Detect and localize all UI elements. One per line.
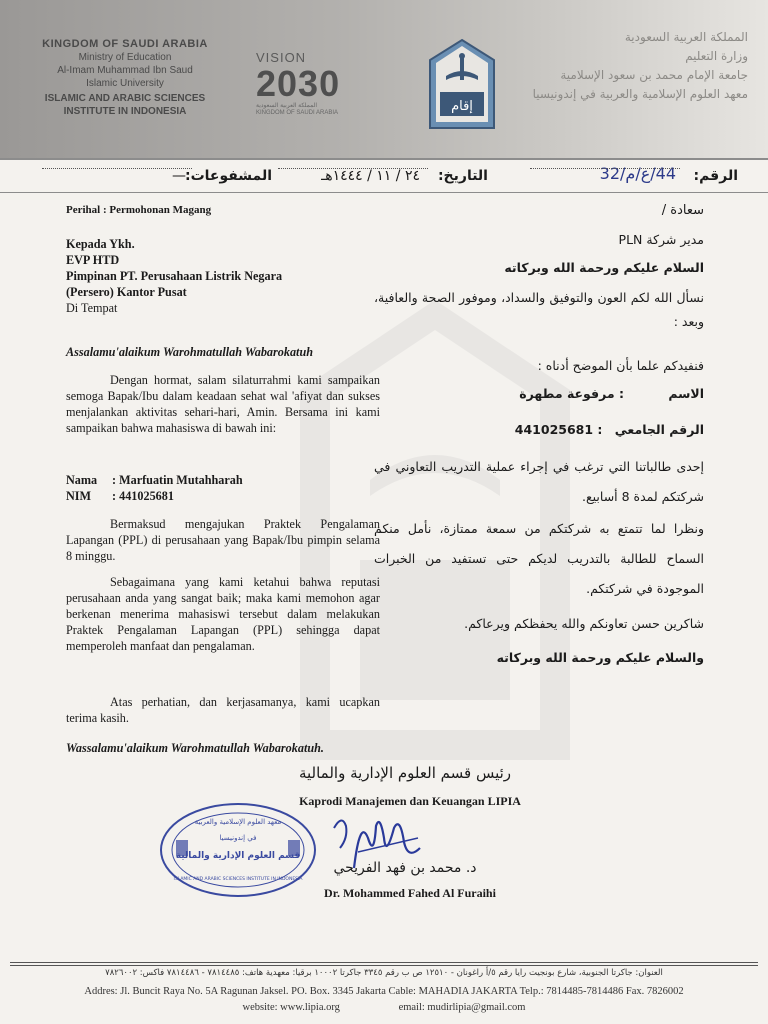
ar-name-label: الاسم xyxy=(668,386,704,401)
footer-divider-top-2 xyxy=(10,965,758,966)
institute-line-1: ISLAMIC AND ARABIC SCIENCES xyxy=(44,93,206,104)
ar-recipient: مدير شركة PLN xyxy=(618,232,704,247)
ar-closing-greeting: والسلام عليكم ورحمة الله وبركاته xyxy=(496,650,704,665)
name-value: : Marfuatin Mutahharah xyxy=(112,473,243,487)
signatory-name-ar: د. محمد بن فهد الفريحي xyxy=(333,860,477,876)
vision-2030-logo xyxy=(256,50,386,130)
vision-title: VISION xyxy=(256,50,307,65)
attachments-label: المشفوعات: xyxy=(184,168,272,184)
subject-line: Perihal : Permohonan Magang xyxy=(66,204,212,216)
footer-address-ar: العنوان: جاكرتا الجنوبية، شارع بونجيت رايا رقم ٥/أ راغونان - ١٢٥١٠ ص ب رقم ٣٣٤٥ جاكرتا ١٠٠٠٢ برقيا: معهدية هاتف: ٧٨١٤٤٨٥ - ٧٨١٤٤٨٦ فاكس: ٧٨٢٦٠٠٢ xyxy=(105,968,663,978)
name-label: Nama xyxy=(66,473,98,487)
date-value: ٢٤ / ١١ / ١٤٤٤هـ xyxy=(321,168,420,184)
signatory-title: Kaprodi Manajemen dan Keuangan LIPIA xyxy=(299,794,521,808)
stamp-bottom-text: ISLAMIC AND ARABIC SCIENCES INSTITUTE IN INDONESIA xyxy=(173,877,303,882)
date-label: التاريخ: xyxy=(437,168,488,184)
footer-website: website: www.lipia.org xyxy=(242,1002,340,1013)
official-stamp-icon xyxy=(158,800,318,900)
letterhead-arabic xyxy=(508,28,748,104)
attachments-value: — xyxy=(172,168,186,184)
paragraph-purpose: Bermaksud mengajukan Praktek Pengalaman Lapangan (PPL) di perusahaan yang Bapak/Ibu pimpin selama 8 minggu. xyxy=(66,517,380,563)
paragraph-intro: Dengan hormat, salam silaturrahmi kami sampaikan semoga Bapak/Ibu dalam keadaan sehat wal 'afiyat dan sukses menjalankan aktivitas sehari-hari, Amin. Bersama ini kami sampaikan bahwa mahasiswa di bawah ini: xyxy=(66,373,380,435)
header-divider xyxy=(0,158,768,160)
address-line: EVP HTD xyxy=(66,253,120,267)
ar-name-value: : مرفوعة مطهرة xyxy=(519,386,624,401)
institute-line-2: INSTITUTE IN INDONESIA xyxy=(63,106,187,117)
ar-student-nim-row xyxy=(374,418,704,442)
stamp-dept-text: قسم العلوم الإدارية والمالية xyxy=(175,851,301,861)
number-value: 44/ع/م/32 xyxy=(599,164,676,183)
date-dots xyxy=(278,168,428,169)
ar-nim-value: : 441025681 xyxy=(514,422,603,437)
ar-opening-greeting: السلام عليكم ورحمة الله وبركاته xyxy=(504,260,704,275)
address-line: Di Tempat xyxy=(66,301,118,315)
address-line: Kepada Ykh. xyxy=(66,237,135,251)
ar-paragraph-intro: نسأل الله لكم العون والتوفيق والسداد، وموفور الصحة والعافية، وبعد : xyxy=(374,290,704,329)
letterhead-english xyxy=(14,38,236,118)
reference-row xyxy=(0,162,768,190)
signatory-name: Dr. Mohammed Fahed Al Furaihi xyxy=(324,886,496,900)
stamp-top-text: معهد العلوم الإسلامية والعربية xyxy=(194,818,282,826)
address-line: (Persero) Kantor Pusat xyxy=(66,285,187,299)
university-line-1: Al-Imam Muhammad Ibn Saud xyxy=(57,65,193,76)
nim-label: NIM xyxy=(66,489,92,503)
ar-salutation: سعادة / xyxy=(661,203,704,218)
stamp-mid-text: في إندونيسيا xyxy=(219,834,257,842)
vision-year: 2030 xyxy=(256,63,341,104)
ar-paragraph-notice: فنفيدكم علما بأن الموضح أدناه : xyxy=(537,358,704,373)
nim-value: : 441025681 xyxy=(112,489,174,503)
reference-divider xyxy=(0,192,768,193)
student-nim-row xyxy=(66,488,380,504)
ar-institute-line: معهد العلوم الإسلامية والعربية في إندونيسيا xyxy=(532,87,748,101)
vision-sub-en: KINGDOM OF SAUDI ARABIA xyxy=(256,110,339,116)
emblem-text: إقام xyxy=(451,99,473,114)
vision-sub-ar: المملكة العربية السعودية xyxy=(256,103,318,109)
signatory-title-ar: رئيس قسم العلوم الإدارية والمالية xyxy=(298,764,512,782)
number-label: الرقم: xyxy=(693,168,738,184)
student-identity xyxy=(66,472,380,504)
paragraph-thanks: Atas perhatian, dan kerjasamanya, kami ucapkan terima kasih. xyxy=(66,695,380,725)
kingdom-line: KINGDOM OF SAUDI ARABIA xyxy=(42,38,208,50)
footer-email: email: mudirlipia@gmail.com xyxy=(398,1002,526,1013)
ar-paragraph-request: ونظرا لما تتمتع به شركتكم من سمعة ممتازة، نأمل منكم السماح للطالبة بالتدريب لديكم حتى تستفيد من الخبرات الموجودة في شركتكم. xyxy=(374,521,704,596)
closing-greeting: Wassalamu'alaikum Warohmatullah Wabarokatuh. xyxy=(66,741,324,755)
paragraph-request: Sebagaimana yang kami ketahui bahwa reputasi perusahaan anda yang sangat baik; maka kami memohon agar berkenan menerima mahasiswi tersebut dalam melakukan Praktek Pengalaman Lapangan (PPL) sehingga dapat memperoleh manfaat dan pengalaman. xyxy=(66,575,380,653)
letterhead xyxy=(0,0,768,158)
university-emblem-icon xyxy=(426,36,498,136)
ar-university-line: جامعة الإمام محمد بن سعود الإسلامية xyxy=(560,68,748,82)
university-line-2: Islamic University xyxy=(86,78,164,89)
ar-paragraph-purpose: إحدى طالباتنا التي ترغب في إجراء عملية التدريب التعاوني في شركتكم لمدة 8 أسابيع. xyxy=(374,459,704,504)
recipient-address xyxy=(66,236,380,316)
footer-address: Addres: Jl. Buncit Raya No. 5A Ragunan Jaksel. PO. Box. 3345 Jakarta Cable: MAHADIA JAKARTA Telp.: 7814485-7814486 Fax. 7826002 xyxy=(84,986,684,997)
ministry-line: Ministry of Education xyxy=(78,52,172,63)
ar-paragraph-thanks: شاكرين حسن تعاونكم والله يحفظكم ويرعاكم. xyxy=(464,616,704,631)
ar-kingdom-line: المملكة العربية السعودية xyxy=(624,30,748,44)
opening-greeting: Assalamu'alaikum Warohmatullah Wabarokatuh xyxy=(66,345,313,359)
student-name-row xyxy=(66,472,380,488)
footer-divider-top xyxy=(10,962,758,963)
number-dots xyxy=(530,168,680,169)
ar-nim-label: الرقم الجامعي xyxy=(614,422,704,437)
ar-student-name-row xyxy=(374,382,704,406)
address-line: Pimpinan PT. Perusahaan Listrik Negara xyxy=(66,269,283,283)
attachments-dots xyxy=(42,168,192,169)
ar-ministry-line: وزارة التعليم xyxy=(685,49,748,63)
footer-contact xyxy=(10,1002,758,1013)
